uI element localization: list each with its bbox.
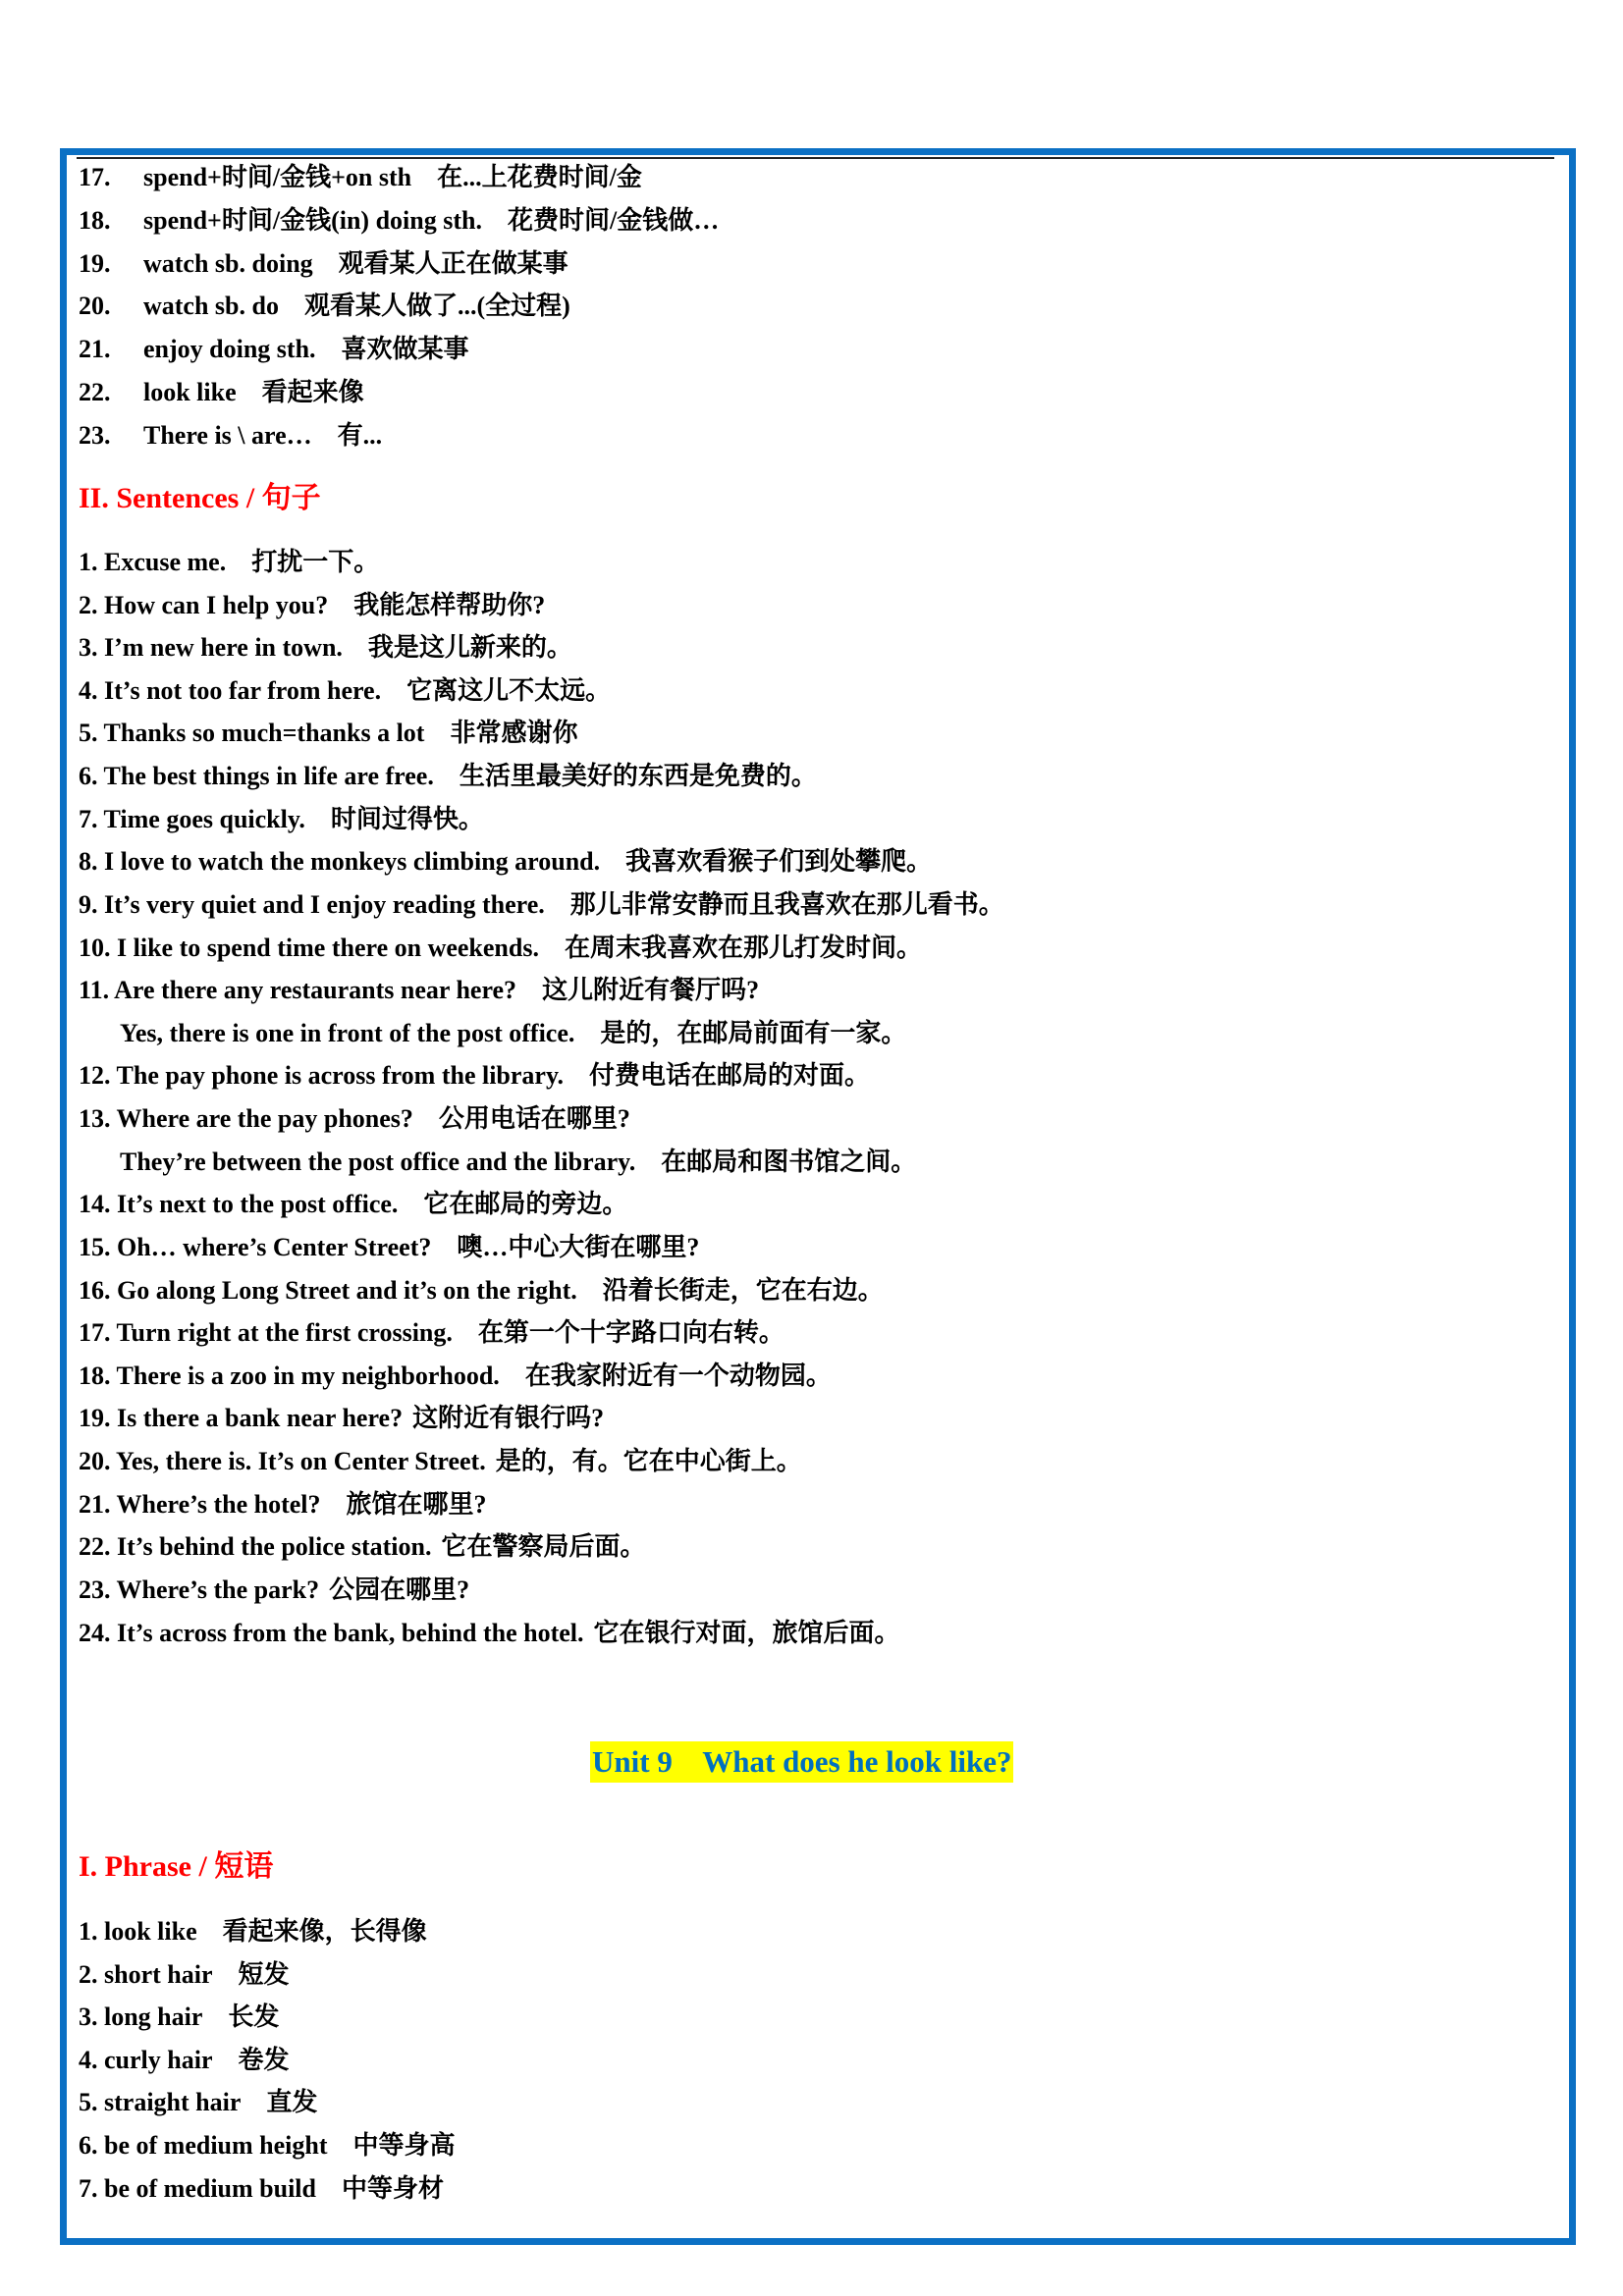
sentence-chinese: 它在银行对面，旅馆后面。 bbox=[593, 1618, 900, 1647]
sentence-english: 4. It’s not too far from here. bbox=[79, 675, 382, 705]
sentence-chinese: 旅馆在哪里? bbox=[346, 1489, 487, 1519]
sentence-chinese: 非常感谢你 bbox=[450, 719, 578, 748]
phrase-chinese: 卷发 bbox=[238, 2045, 290, 2074]
sentence-english: 16. Go along Long Street and it’s on the right. bbox=[79, 1275, 577, 1305]
sentence-chinese: 在我家附近有一个动物园。 bbox=[524, 1361, 832, 1390]
sentence-english: 22. It’s behind the police station. bbox=[79, 1532, 432, 1562]
phrase-item bbox=[79, 2081, 317, 2124]
sentence-item bbox=[79, 1097, 630, 1141]
sentence-english: 20. Yes, there is. It’s on Center Street. bbox=[79, 1447, 486, 1476]
sentence-chinese: 它在警察局后面。 bbox=[441, 1532, 646, 1562]
item-english: spend+时间/金钱(in) doing sth. bbox=[143, 205, 482, 235]
sentence-english: 13. Where are the pay phones? bbox=[79, 1104, 413, 1134]
sentence-chinese: 它在邮局的旁边。 bbox=[423, 1190, 628, 1219]
list-item bbox=[79, 285, 570, 328]
list-item bbox=[79, 328, 469, 371]
sentence-item bbox=[79, 1269, 884, 1312]
sentence-chinese: 噢…中心大街在哪里? bbox=[457, 1232, 700, 1261]
phrase-chinese: 直发 bbox=[266, 2088, 318, 2117]
phrase-english: 6. be of medium height bbox=[79, 2131, 328, 2160]
sentence-english: 3. I’m new here in town. bbox=[79, 633, 343, 663]
sentence-item bbox=[79, 669, 611, 713]
list-item bbox=[79, 242, 568, 286]
item-number: 18. bbox=[79, 205, 111, 235]
sentence-item bbox=[79, 1183, 627, 1226]
sentence-english: 7. Time goes quickly. bbox=[79, 804, 305, 833]
sentence-english: 2. How can I help you? bbox=[79, 590, 329, 619]
sentence-item bbox=[79, 798, 484, 841]
sentence-chinese: 时间过得快。 bbox=[330, 804, 484, 833]
phrase-item bbox=[79, 1953, 290, 1997]
phrase-english: 7. be of medium build bbox=[79, 2173, 316, 2203]
item-chinese: 喜欢做某事 bbox=[341, 335, 469, 364]
sentence-chinese: 付费电话在邮局的对面。 bbox=[589, 1061, 871, 1091]
item-number: 21. bbox=[79, 335, 111, 364]
sentence-item bbox=[79, 1397, 604, 1440]
sentences-heading: II. Sentences / 句子 bbox=[79, 482, 321, 514]
phrase-chinese: 短发 bbox=[238, 1959, 290, 1989]
item-number: 23. bbox=[79, 420, 111, 450]
list-item bbox=[79, 156, 642, 199]
phrase-english: 3. long hair bbox=[79, 2002, 203, 2032]
sentence-english: 5. Thanks so much=thanks a lot bbox=[79, 719, 425, 748]
sentence-chinese: 在邮局和图书馆之间。 bbox=[661, 1147, 917, 1176]
sentence-english: 23. Where’s the park? bbox=[79, 1575, 320, 1604]
sentence-english: 14. It’s next to the post office. bbox=[79, 1190, 399, 1219]
sentence-english: 9. It’s very quiet and I enjoy reading there. bbox=[79, 889, 545, 919]
phrase-chinese: 长发 bbox=[228, 2002, 280, 2032]
sentence-chinese: 公用电话在哪里? bbox=[438, 1104, 630, 1134]
sentence-item bbox=[79, 1483, 487, 1526]
sentence-english: 11. Are there any restaurants near here? bbox=[79, 976, 517, 1005]
phrase-english: 1. look like bbox=[79, 1917, 197, 1946]
sentence-chinese: 打扰一下。 bbox=[251, 548, 380, 576]
item-chinese: 花费时间/金钱做… bbox=[507, 205, 720, 235]
sentence-chinese: 这附近有银行吗? bbox=[412, 1404, 605, 1433]
sentence-english: 12. The pay phone is across from the library. bbox=[79, 1061, 565, 1091]
sentence-chinese: 我喜欢看猴子们到处攀爬。 bbox=[625, 847, 933, 877]
sentence-item bbox=[79, 626, 572, 669]
phrase-item bbox=[79, 2124, 456, 2167]
phrase-english: 5. straight hair bbox=[79, 2088, 242, 2117]
phrase-chinese: 中等身材 bbox=[342, 2173, 445, 2203]
sentence-item bbox=[79, 1226, 699, 1269]
sentence-chinese: 在周末我喜欢在那儿打发时间。 bbox=[564, 933, 922, 962]
phrase-english: 4. curly hair bbox=[79, 2045, 213, 2074]
sentence-chinese: 公园在哪里? bbox=[329, 1575, 470, 1604]
sentence-item bbox=[79, 584, 545, 627]
sentence-chinese: 生活里最美好的东西是免费的。 bbox=[459, 762, 817, 791]
item-english: enjoy doing sth. bbox=[143, 335, 316, 364]
sentence-item bbox=[79, 840, 932, 883]
phrase-item bbox=[79, 1910, 427, 1953]
phrase-chinese: 看起来像，长得像 bbox=[222, 1917, 427, 1946]
sentence-english: 15. Oh… where’s Center Street? bbox=[79, 1232, 432, 1261]
sentence-english: 10. I like to spend time there on weekends. bbox=[79, 933, 539, 962]
item-number: 19. bbox=[79, 248, 111, 278]
sentence-chinese: 在第一个十字路口向右转。 bbox=[477, 1318, 784, 1348]
item-chinese: 观看某人正在做某事 bbox=[338, 248, 568, 278]
sentence-english: 18. There is a zoo in my neighborhood. bbox=[79, 1361, 500, 1390]
sentence-item bbox=[79, 1440, 802, 1483]
phrase-english: 2. short hair bbox=[79, 1959, 213, 1989]
phrase-chinese: 中等身高 bbox=[352, 2131, 456, 2160]
phrase-heading: I. Phrase / 短语 bbox=[79, 1850, 274, 1883]
sentence-english: 21. Where’s the hotel? bbox=[79, 1489, 321, 1519]
sentence-chinese: 我能怎样帮助你? bbox=[353, 590, 546, 619]
sentence-english: 1. Excuse me. bbox=[79, 548, 227, 576]
sentence-item bbox=[79, 1311, 784, 1355]
item-number: 17. bbox=[79, 163, 111, 191]
sentence-english: 24. It’s across from the bank, behind the hotel. bbox=[79, 1618, 584, 1647]
item-english: There is \ are… bbox=[143, 420, 312, 450]
sentence-item bbox=[120, 1012, 906, 1055]
sentence-english: 6. The best things in life are free. bbox=[79, 762, 434, 791]
item-number: 20. bbox=[79, 292, 111, 321]
item-number: 22. bbox=[79, 378, 111, 406]
sentence-english: 19. Is there a bank near here? bbox=[79, 1404, 404, 1433]
list-item bbox=[79, 199, 719, 242]
sentence-chinese: 那儿非常安静而且我喜欢在那儿看书。 bbox=[569, 889, 1004, 919]
item-english: spend+时间/金钱+on sth bbox=[143, 163, 412, 191]
sentence-english: They’re between the post office and the library. bbox=[120, 1147, 636, 1176]
sentence-item bbox=[79, 1054, 870, 1097]
sentence-item bbox=[79, 712, 577, 755]
sentence-item bbox=[79, 1612, 900, 1655]
sentence-chinese: 这儿附近有餐厅吗? bbox=[542, 976, 760, 1005]
item-english: watch sb. do bbox=[143, 292, 279, 321]
phrase-item bbox=[79, 2167, 444, 2211]
sentence-item bbox=[79, 1355, 832, 1398]
sentence-item bbox=[79, 755, 817, 798]
sentence-item bbox=[79, 927, 922, 970]
item-english: look like bbox=[143, 378, 237, 406]
sentence-item bbox=[79, 969, 759, 1012]
phrase-item bbox=[79, 1996, 279, 2039]
list-item bbox=[79, 414, 382, 457]
item-chinese: 观看某人做了...(全过程) bbox=[303, 292, 570, 321]
item-chinese: 看起来像 bbox=[261, 378, 364, 406]
sentence-item bbox=[79, 1525, 645, 1569]
sentence-item bbox=[120, 1141, 916, 1184]
sentence-chinese: 是的，有。它在中心街上。 bbox=[495, 1447, 802, 1476]
sentence-english: 8. I love to watch the monkeys climbing around. bbox=[79, 847, 601, 877]
sentence-english: Yes, there is one in front of the post office. bbox=[120, 1018, 575, 1047]
item-chinese: 有... bbox=[337, 420, 383, 450]
sentence-chinese: 我是这儿新来的。 bbox=[367, 633, 572, 663]
item-chinese: 在...上花费时间/金 bbox=[437, 163, 642, 191]
unit-title: Unit 9 What does he look like? bbox=[590, 1741, 1013, 1783]
sentence-chinese: 它离这儿不太远。 bbox=[406, 675, 612, 705]
sentence-chinese: 沿着长街走，它在右边。 bbox=[602, 1275, 884, 1305]
sentence-item bbox=[79, 1569, 469, 1612]
sentence-chinese: 是的，在邮局前面有一家。 bbox=[600, 1018, 907, 1047]
item-english: watch sb. doing bbox=[143, 248, 313, 278]
sentence-item bbox=[79, 541, 379, 584]
list-item bbox=[79, 371, 364, 414]
sentence-english: 17. Turn right at the first crossing. bbox=[79, 1318, 453, 1348]
phrase-item bbox=[79, 2039, 290, 2082]
sentence-item bbox=[79, 883, 1004, 927]
